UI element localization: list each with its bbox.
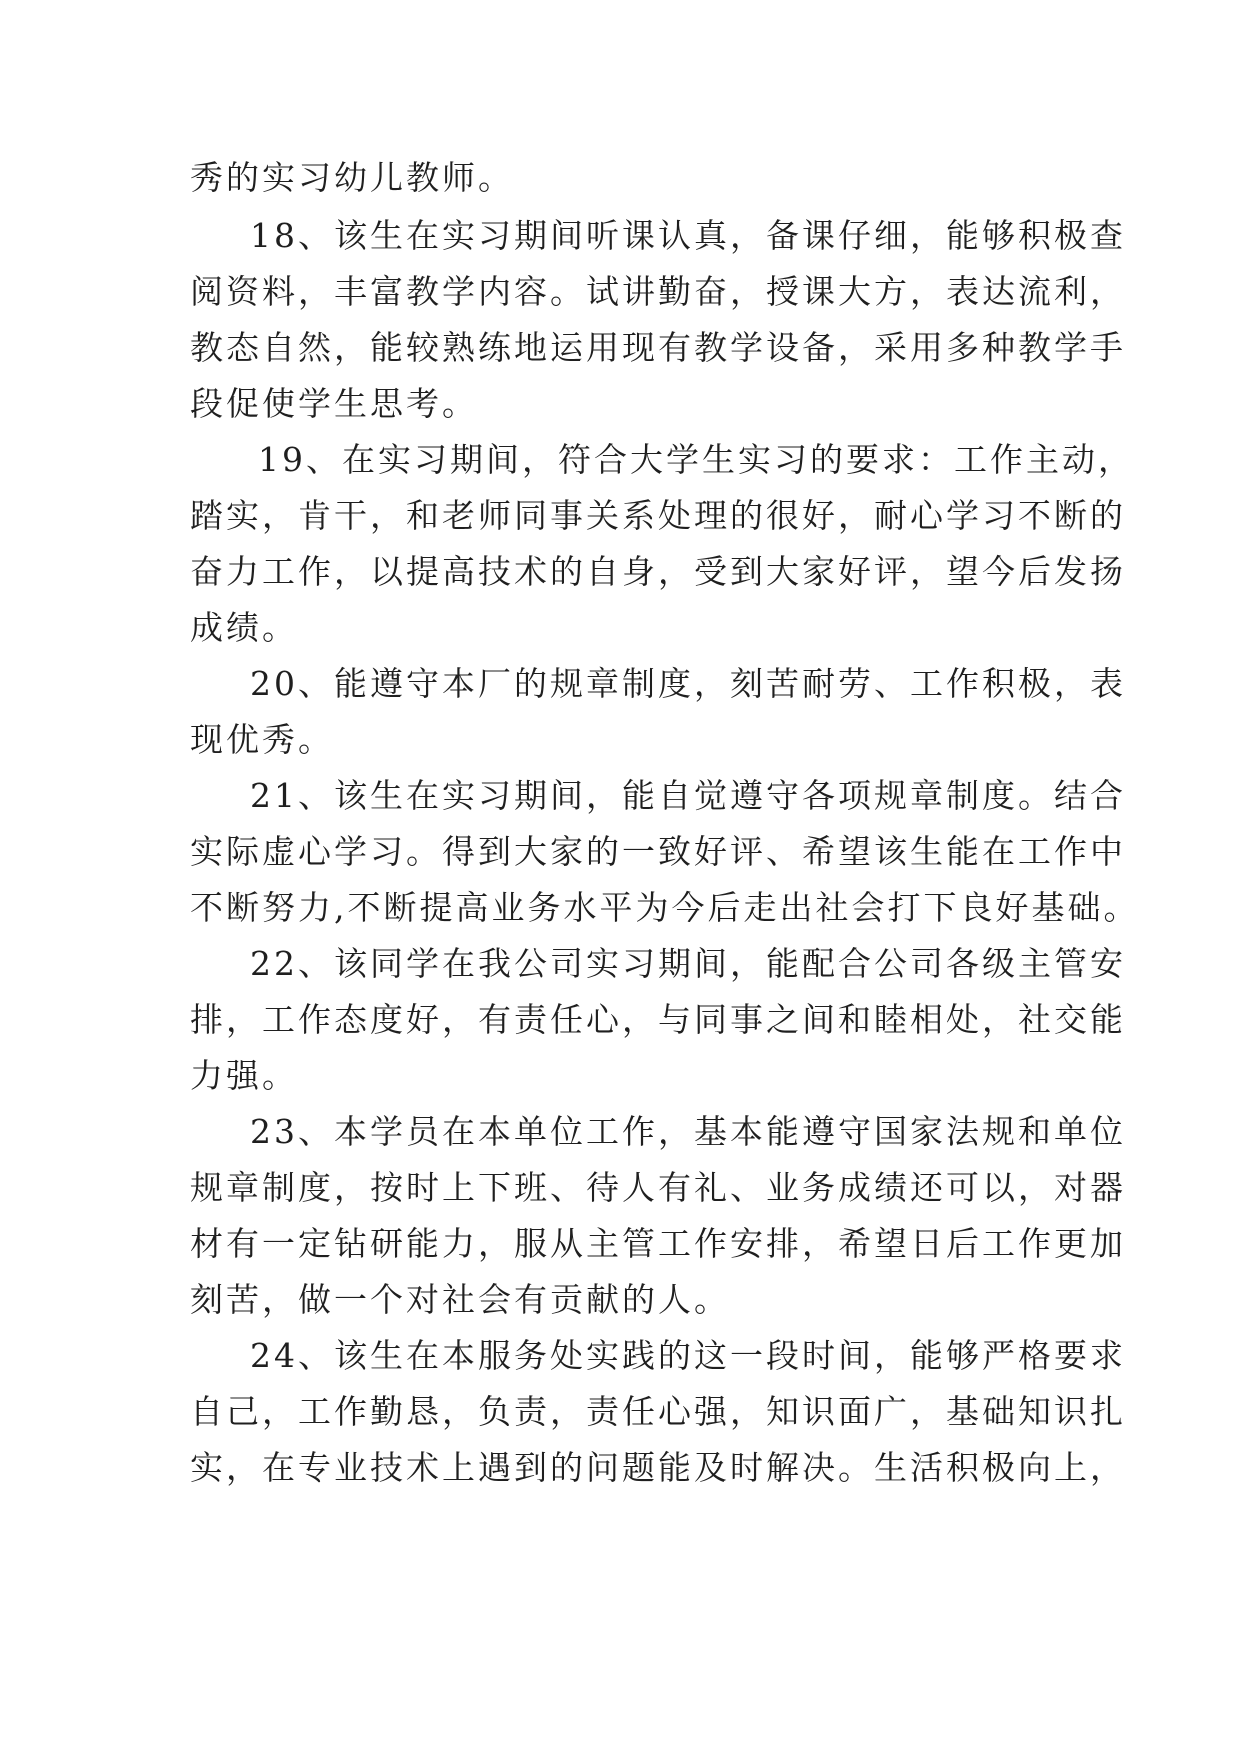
text-line: 规章制度，按时上下班、待人有礼、业务成绩还可以，对器 bbox=[190, 1168, 1126, 1207]
text-line: 力强。 bbox=[190, 1056, 298, 1095]
text-line: 踏实，肯干，和老师同事关系处理的很好，耐心学习不断的 bbox=[190, 496, 1126, 535]
text-line: 奋力工作，以提高技术的自身，受到大家好评，望今后发扬 bbox=[190, 552, 1126, 591]
text-line: 18、该生在实习期间听课认真，备课仔细，能够积极查 bbox=[250, 216, 1126, 255]
text-line: 24、该生在本服务处实践的这一段时间，能够严格要求 bbox=[250, 1336, 1126, 1375]
text-line: 成绩。 bbox=[190, 608, 298, 647]
text-line: 实，在专业技术上遇到的问题能及时解决。生活积极向上， bbox=[190, 1448, 1126, 1487]
text-line: 不断努力,不断提高业务水平为今后走出社会打下良好基础。 bbox=[190, 888, 1140, 927]
text-line: 23、本学员在本单位工作，基本能遵守国家法规和单位 bbox=[250, 1112, 1126, 1151]
text-line: 刻苦，做一个对社会有贡献的人。 bbox=[190, 1280, 730, 1319]
text-line: 秀的实习幼儿教师。 bbox=[190, 158, 514, 197]
text-line: 段促使学生思考。 bbox=[190, 384, 478, 423]
text-line: 教态自然，能较熟练地运用现有教学设备，采用多种教学手 bbox=[190, 328, 1126, 367]
text-line: 排，工作态度好，有责任心，与同事之间和睦相处，社交能 bbox=[190, 1000, 1126, 1039]
text-line: 现优秀。 bbox=[190, 720, 334, 759]
text-line: 阅资料，丰富教学内容。试讲勤奋，授课大方，表达流利， bbox=[190, 272, 1126, 311]
text-line: 22、该同学在我公司实习期间，能配合公司各级主管安 bbox=[250, 944, 1126, 983]
text-line: 实际虚心学习。得到大家的一致好评、希望该生能在工作中 bbox=[190, 832, 1126, 871]
text-line: 19、在实习期间，符合大学生实习的要求：工作主动， bbox=[258, 440, 1134, 479]
text-line: 21、该生在实习期间，能自觉遵守各项规章制度。结合 bbox=[250, 776, 1126, 815]
text-line: 20、能遵守本厂的规章制度，刻苦耐劳、工作积极，表 bbox=[250, 664, 1126, 703]
text-line: 自己，工作勤恳，负责，责任心强，知识面广，基础知识扎 bbox=[190, 1392, 1126, 1431]
text-line: 材有一定钻研能力，服从主管工作安排，希望日后工作更加 bbox=[190, 1224, 1126, 1263]
